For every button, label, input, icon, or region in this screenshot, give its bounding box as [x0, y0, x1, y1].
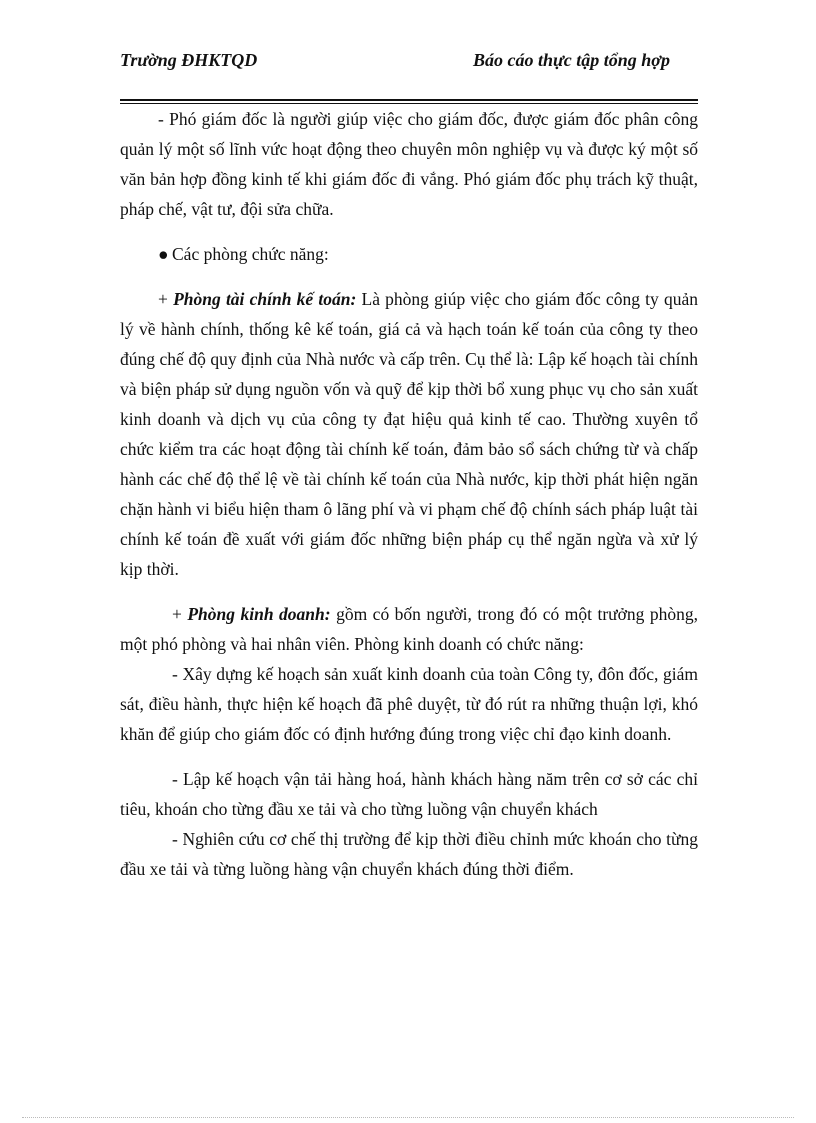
header-rule-thick	[120, 99, 698, 101]
page-bottom-divider	[22, 1117, 794, 1118]
paragraph-business-department	[120, 599, 698, 659]
header-school-name: Trường ĐHKTQD	[120, 50, 258, 70]
header-report-title: Báo cáo thực tập tổng hợp	[473, 50, 670, 70]
department-name-business: Phòng kinh doanh:	[187, 604, 331, 624]
finance-description: Là phòng giúp việc cho giám đốc công ty quản lý về hành chính, thống kê kế toán, giá cả và hạch toán kế toán của công ty theo đúng chế độ quy định của Nhà nước và cấp trên. Cụ thể là: Lập kế hoạch tài chính và biện pháp sử dụng nguồn vốn và quỹ để kịp thời bổ xung phục vụ cho sản xuất kinh doanh và dịch vụ của công ty đạt hiệu quả kinh tế cao. Thường xuyên tổ chức kiểm tra các hoạt động tài chính kế toán, đảm bảo sổ sách chứng từ và chấp hành các chế độ thể lệ về tài chính kế toán của Nhà nước, kịp thời phát hiện ngăn chặn hành vi biểu hiện tham ô lãng phí và vi phạm chế độ chính sách pháp luật tài chính kế toán đề xuất với giám đốc những biện pháp cụ thể ngăn ngừa và xử lý kịp thời.	[120, 289, 698, 579]
paragraph-transport-plan: - Lập kế hoạch vận tải hàng hoá, hành khách hàng năm trên cơ sở các chỉ tiêu, khoán cho từng đầu xe tải và cho từng luồng vận chuyển khách	[120, 769, 698, 819]
document-body	[120, 104, 698, 884]
department-name-finance: Phòng tài chính kế toán:	[173, 289, 357, 309]
paragraph-finance-accounting	[120, 284, 698, 584]
plus-prefix: +	[158, 289, 174, 309]
business-description: gồm có bốn người, trong đó có một trưởng phòng, một phó phòng và hai nhân viên. Phòng kinh doanh có chức năng:	[120, 604, 699, 654]
bullet-text: Các phòng chức năng:	[172, 244, 329, 264]
paragraph-deputy-director: - Phó giám đốc là người giúp việc cho giám đốc, được giám đốc phân công quản lý một số lĩnh vức hoạt động theo chuyên môn nghiệp vụ và được ký một số văn bản hợp đồng kinh tế khi giám đốc đi vắng. Phó giám đốc phụ trách kỹ thuật, pháp chế, vật tư, đội sửa chữa.	[120, 109, 698, 219]
paragraph-market-research: - Nghiên cứu cơ chế thị trường để kịp thời điều chỉnh mức khoán cho từng đầu xe tải và từng luồng hàng vận chuyển khách đúng thời điểm.	[120, 829, 698, 879]
paragraph-planning-duty: - Xây dựng kế hoạch sản xuất kinh doanh của toàn Công ty, đôn đốc, giám sát, điều hành, thực hiện kế hoạch đã phê duyệt, từ đó rút ra những thuận lợi, khó khăn để giúp cho giám đốc có định hướng đúng trong việc chỉ đạo kinh doanh.	[120, 664, 698, 744]
plus-prefix: +	[172, 604, 188, 624]
bullet-item-functional-departments	[120, 239, 698, 269]
bullet-dot-icon: ●	[158, 244, 169, 264]
